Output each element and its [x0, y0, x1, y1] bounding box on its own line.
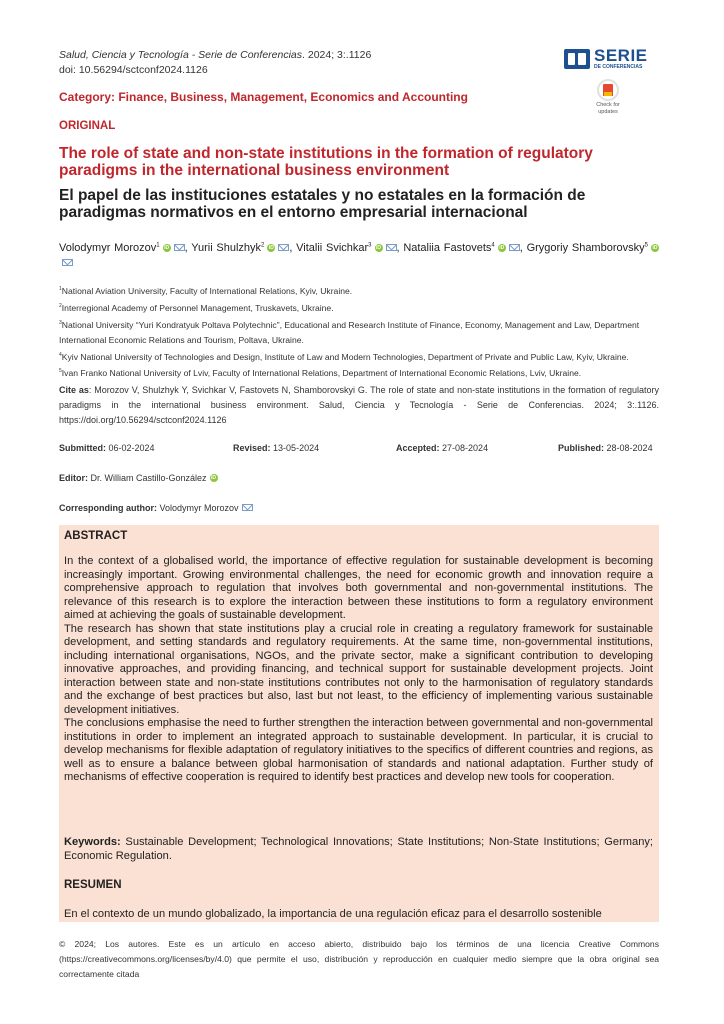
mail-icon[interactable]: [242, 504, 253, 511]
license-footer: © 2024; Los autores. Este es un artículo en acceso abierto, distribuido bajo los términos de una licencia Creative Commons (https://creativecommons.org/licenses/by/4.0) que permite el uso, distribución y reproducción en cualquier medio siempre que la obra original sea correctamente citada: [59, 939, 659, 979]
revised-date: Revised: 13-05-2024: [233, 443, 320, 453]
journal-header: [59, 48, 371, 78]
abstract-box: [59, 525, 659, 922]
accepted-date: Accepted: 27-08-2024: [396, 443, 489, 453]
cite-label: Cite as: [59, 385, 89, 395]
author-name: Nataliia Fastovets: [403, 241, 492, 254]
title-spanish: El papel de las instituciones estatales y no estatales en la formación de paradigmas normativos en el entorno empresarial internacional: [59, 187, 586, 221]
cite-text[interactable]: : Morozov V, Shulzhyk Y, Svichkar V, Fastovets N, Shamborovskyi G. The role of state and non-state institutions in the formation of regulatory paradigms in the international business environment. Salud, Ciencia y Tecnología - Serie de Conferencias. 2024; 3:.1126. https://doi.org/10.56294/sctconf2024.1126: [59, 385, 659, 425]
abstract-paragraph: In the context of a globalised world, the importance of effective regulation for sustainable development is becoming increasingly important. Growing environmental challenges, the need for economic growth and innovation require a comprehensive approach to regulation that involves both governmental and non-governmental institutions. The relevance of this research is to explore the interaction between these institutions to form a regulatory environment aimed at achieving the goals of sustainable development.: [64, 555, 653, 621]
affiliation: $^2$Interregional Academy of Personnel Management, Truskavets, Ukraine.: [59, 302, 334, 313]
submitted-date: Submitted: 06-02-2024: [59, 443, 155, 453]
author-affiliation-number: 2: [261, 242, 265, 248]
corresponding-author: Corresponding author: Volodymyr Morozov: [59, 503, 253, 513]
mail-icon[interactable]: [62, 259, 73, 266]
affiliation: $^5$Ivan Franko National University of Lviv, Faculty of International Relations, Department of International Economic Relations, Lviv, Ukraine.: [59, 368, 582, 379]
abstract-paragraph: The research has shown that state institutions play a crucial role in creating a regulatory framework for sustainable development, and setting standards and regulatory requirements. At the same time, non-governmental institutions, including international organisations, NGOs, and the private sector, make a significant contribution to developing innovative approaches, and providing financing, and technical support for sustainable development projects. Joint interaction between state and non-state institutions contributes not only to the harmonisation of regulatory standards and the exchange of best practices but also, last but not least, to the efficiency of implementing various sustainable development initiatives.: [64, 622, 653, 716]
corresponding-author-name: Volodymyr Morozov: [159, 503, 239, 513]
author-name: Grygoriy Shamborovsky: [526, 241, 645, 254]
keywords: Keywords: Sustainable Development; Technological Innovations; State Institutions; Non-State Institutions; Germany; Economic Regulation.: [64, 836, 653, 862]
abstract-paragraph: The conclusions emphasise the need to further strengthen the interaction between governmental and non-governmental institutions in order to implement an integrated approach to sustainable development. In particular, it is crucial to develop mechanisms for flexible adaptation of regulatory initiatives to the specifics of different countries and regions, as well as to ensure a balance between global harmonisation of standards and national adaptation. Further study of mechanisms of effective cooperation is required to identify best practices and develop new tools for cooperation.: [64, 717, 653, 783]
orcid-icon[interactable]: iD: [652, 244, 658, 251]
mail-icon[interactable]: [509, 244, 520, 251]
author: Volodymyr Morozov$^1$ iD ,: [59, 241, 192, 254]
orcid-icon[interactable]: iD: [268, 244, 274, 251]
check-for-updates-label: Check for updates: [596, 102, 620, 115]
author-name: Vitalii Svichkar: [296, 241, 369, 254]
abstract-heading: ABSTRACT: [64, 530, 128, 542]
resumen-heading: RESUMEN: [64, 879, 122, 891]
book-icon: [564, 49, 590, 69]
affiliation: $^4$Kyiv National University of Technologies and Design, Institute of Law and Modern Technologies, Department of Private and Public Law, Kyiv, Ukraine.: [59, 351, 629, 362]
author: Vitalii Svichkar$^3$ iD ,: [296, 241, 404, 254]
doi[interactable]: doi: 10.56294/sctconf2024.1126: [59, 64, 208, 76]
orcid-icon[interactable]: iD: [376, 244, 382, 251]
mail-icon[interactable]: [278, 244, 289, 251]
bookmark-icon: [597, 79, 619, 101]
journal-ref: . 2024; 3:.1126: [302, 49, 372, 61]
author-affiliation-number: 3: [368, 242, 372, 248]
author: Nataliia Fastovets$^4$ iD ,: [403, 241, 527, 254]
check-for-updates[interactable]: [590, 79, 626, 115]
author-list: [59, 238, 659, 271]
author-affiliation-number: 4: [491, 242, 495, 248]
editor: Editor: Dr. William Castillo-González iD: [59, 473, 217, 483]
published-date: Published: 28-08-2024: [558, 443, 653, 453]
orcid-icon[interactable]: iD: [499, 244, 505, 251]
article-type: ORIGINAL: [59, 120, 116, 132]
orcid-icon[interactable]: iD: [211, 475, 217, 481]
serie-logo: [564, 48, 659, 70]
title-english: The role of state and non-state institutions in the formation of regulatory paradigms in the international business environment: [59, 145, 593, 179]
author-name: Volodymyr Morozov: [59, 241, 157, 254]
author-affiliation-number: 5: [644, 242, 648, 248]
mail-icon[interactable]: [174, 244, 185, 251]
mail-icon[interactable]: [386, 244, 397, 251]
abstract-body: [64, 555, 653, 785]
author-name: Yurii Shulzhyk: [191, 241, 262, 254]
affiliations: [59, 282, 659, 381]
logo-sub: DE CONFERENCIAS: [594, 64, 643, 70]
editor-name: Dr. William Castillo-González: [90, 473, 207, 483]
affiliation: $^1$National Aviation University, Faculty of International Relations, Kyiv, Ukraine.: [59, 285, 353, 296]
cite-as: [59, 383, 659, 428]
resumen-body: En el contexto de un mundo globalizado, la importancia de una regulación eficaz para el desarrollo sostenible: [64, 908, 602, 920]
orcid-icon[interactable]: iD: [164, 244, 170, 251]
author-affiliation-number: 1: [156, 242, 160, 248]
logo-brand: SERIE: [594, 46, 648, 65]
affiliation: $^3$National University “Yuri Kondratyuk Poltava Polytechnic”, Educational and Research Institute of Finance, Economy, Management and Law, Department International Economic Relations and Tourism, Poltava, Ukraine.: [59, 319, 640, 345]
journal-name: Salud, Ciencia y Tecnología - Serie de Conferencias: [59, 49, 303, 61]
author: Yurii Shulzhyk$^2$ iD ,: [191, 241, 297, 254]
category: Category: Finance, Business, Management, Economics and Accounting: [59, 90, 468, 104]
